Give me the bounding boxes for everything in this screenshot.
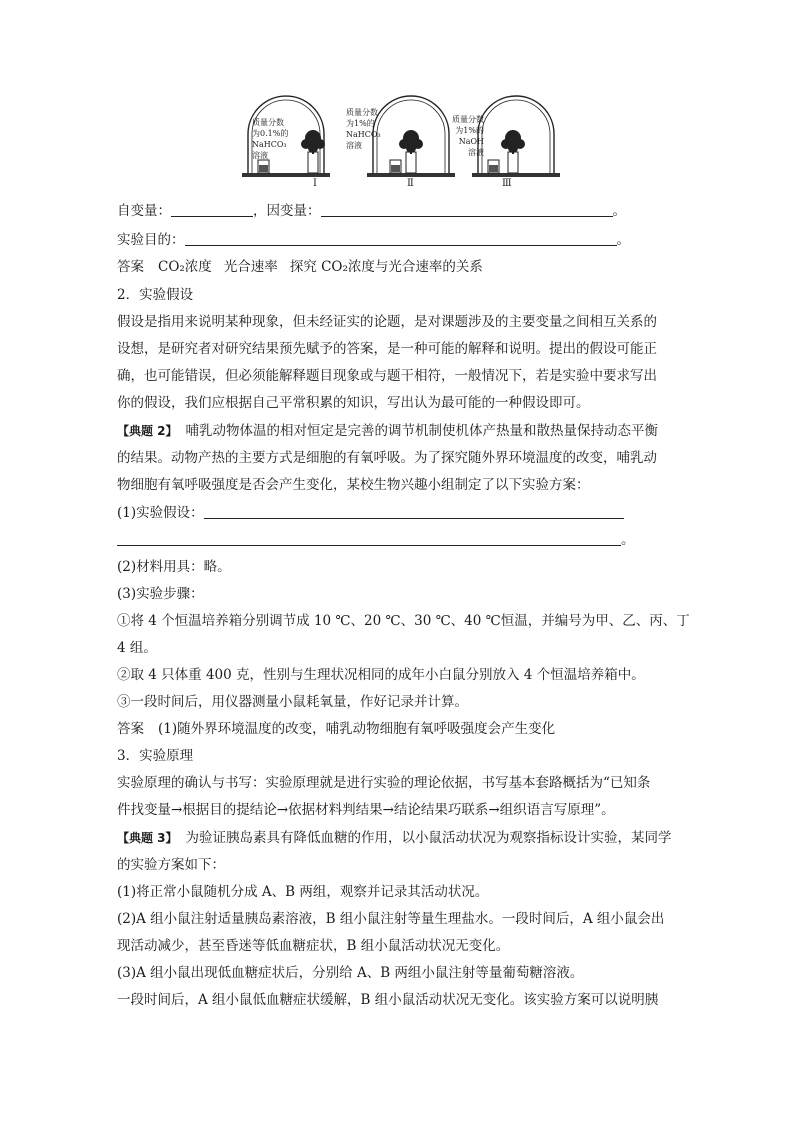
step-2: ②取 4 只体重 400 克，性别与生理状况相同的成年小白鼠分别放入 4 个恒温培养箱中。 [117, 667, 645, 683]
trial-4: 一段时间后，A 组小鼠低血糖症状缓解，B 组小鼠活动状况无变化。该实验方案可以说明胰 [117, 992, 659, 1008]
paragraph-line: 假设是指用来说明某种现象，但未经证实的论题，是对课题涉及的主要变量之间相互关系的 [117, 314, 657, 330]
paragraph-line: 你的假设，我们应根据自己平常积累的知识，写出认为最可能的一种假设即可。 [117, 395, 590, 411]
purpose-blank[interactable] [185, 231, 617, 246]
plant-2 [399, 130, 423, 173]
roman-2: Ⅱ [407, 178, 414, 189]
plant-3 [501, 130, 525, 173]
answer-1: 答案 CO₂浓度 光合速率 探究 CO₂浓度与光合速率的关系 [117, 259, 483, 275]
hypothesis-blank-1[interactable] [204, 504, 624, 519]
example-3-tag: 【典题 3】 [117, 831, 178, 845]
steps-heading: (3)实验步骤： [117, 586, 204, 602]
section-3-heading: 3．实验原理 [117, 748, 194, 764]
step-1-cont: 4 组。 [117, 640, 157, 656]
trial-2-cont: 现活动减少，甚至昏迷等低血糖症状，B 组小鼠活动状况无变化。 [117, 938, 510, 954]
trial-3: (3)A 组小鼠出现低血糖症状后，分别给 A、B 两组小鼠注射等量葡萄糖溶液。 [117, 965, 584, 981]
paragraph-line: 的结果。动物产热的主要方式是细胞的有氧呼吸。为了探究随外界环境温度的改变，哺乳动 [117, 450, 657, 466]
example-3-line: 【典题 3】 为验证胰岛素具有降低血糖的作用，以小鼠活动状况为观察指标设计实验，某同学 [117, 830, 672, 846]
base-2 [367, 173, 455, 177]
bell1-label: 质量分数 为0.1%的 NaHCO₃ 溶液 [252, 118, 289, 160]
hypothesis-line: (1)实验假设： [117, 503, 624, 523]
paragraph-line: 确，也可能错误，但必须能解释题目现象或与题干相符，一般情况下，若是实验中要求写出 [117, 368, 657, 384]
paragraph-line: 件找变量→根据目的提结论→依据材料判结果→结论结果巧联系→组织语言写原理”。 [117, 802, 615, 818]
bell2-label: 质量分数 为1%的 NaHCO₃ 溶液 [346, 108, 381, 150]
example-2-tag: 【典题 2】 [117, 424, 178, 438]
variables-line: 自变量： ，因变量： 。 [117, 203, 626, 219]
paragraph-line: 物细胞有氧呼吸强度是否会产生变化，某校生物兴趣小组制定了以下实验方案： [117, 477, 590, 493]
plant-1 [301, 130, 325, 173]
roman-3: Ⅲ [502, 178, 512, 189]
dependent-variable-blank[interactable] [321, 202, 613, 217]
base-3 [472, 173, 560, 177]
example-2-line: 【典题 2】 哺乳动物体温的相对恒定是完善的调节机制使机体产热量和散热量保持动态平衡 [117, 423, 659, 439]
answer-2: 答案 (1)随外界环境温度的改变，哺乳动物细胞有氧呼吸强度会产生变化 [117, 721, 556, 737]
step-3: ③一段时间后，用仪器测量小鼠耗氧量，作好记录并计算。 [117, 694, 468, 710]
independent-variable-blank[interactable] [171, 202, 253, 217]
purpose-line: 实验目的： 。 [117, 232, 630, 248]
trial-1: (1)将正常小鼠随机分成 A、B 两组，观察并记录其活动状况。 [117, 884, 489, 900]
paragraph-line: 设想，是研究者对研究结果预先赋予的答案，是一种可能的解释和说明。提出的假设可能正 [117, 341, 657, 357]
trial-2: (2)A 组小鼠注射适量胰岛素溶液，B 组小鼠注射等量生理盐水。一段时间后，A 组小鼠会出 [117, 911, 665, 927]
materials-line: (2)材料用具：略。 [117, 559, 231, 575]
step-1: ①将 4 个恒温培养箱分别调节成 10 ℃、20 ℃、30 ℃、40 ℃恒温，并编号为甲、乙、丙、丁 [117, 613, 690, 629]
hypothesis-blank-2[interactable] [117, 531, 621, 546]
base-1 [242, 173, 330, 177]
paragraph-line: 实验原理的确认与书写：实验原理就是进行实验的理论依据，书写基本套路概括为“已知条 [117, 775, 651, 791]
hypothesis-line-2: 。 [117, 530, 635, 550]
paragraph-line: 的实验方案如下： [117, 857, 225, 873]
roman-1: Ⅰ [313, 178, 317, 189]
bell3-label: 质量分数 为1%的 NaOH 溶液 [452, 115, 484, 157]
bell-jar-figure [240, 94, 562, 194]
section-2-heading: 2．实验假设 [117, 287, 194, 303]
